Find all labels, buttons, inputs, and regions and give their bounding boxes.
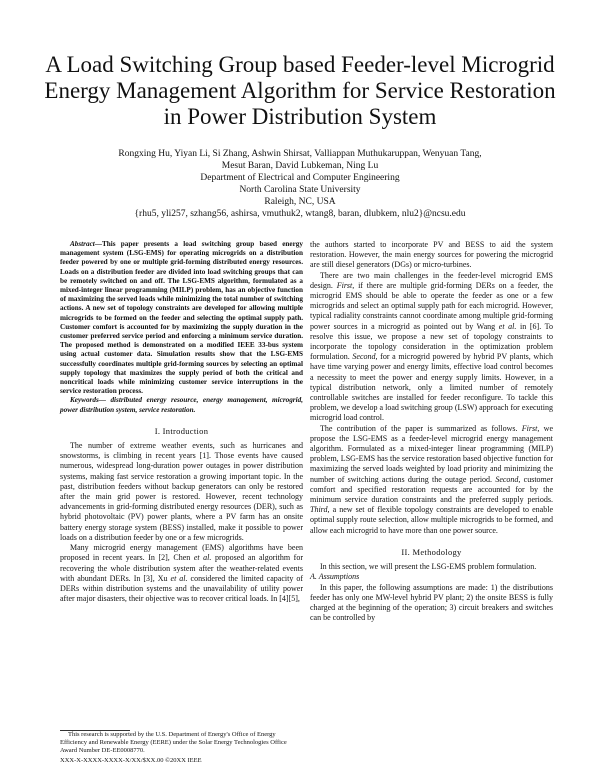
keywords (60, 396, 303, 414)
section-heading-methodology: II. Methodology (401, 546, 462, 557)
methodology-paragraph: In this section, we will present the LSG-EMS problem formulation. (320, 562, 537, 572)
right-paragraph-3: The contribution of the paper is summarized as follows. First, we propose the LSG-EMS as a feeder-level microgrid energy management algorithm. Formulated as a mixed-integer linear programming (MILP) problem, LSG-EMS has the service restoration based objective function for maximizing the served loads weighted by load priority and minimizing the number of switching actions during the outage period. Second, customer comfort and specified restoration requests are accounted for by the minimum service duration constraints and the preferred supply periods. Third, a new set of flexible topology constraints are developed to enable optimal supply route selection, allow multiple microgrids to be formed, and allow each microgrid to have more than one power source. (310, 423, 554, 535)
assumptions-paragraph: In this paper, the following assumptions are made: 1) the distributions feeder has only one MW-level hybrid PV plant; 2) the onsite BESS is fully charged at the beginning of the operation; 3) circuit breakers and switches can be controlled by (310, 582, 553, 623)
abstract-label: Abstract (70, 240, 95, 248)
copyright-line: XXX-X-XXXX-XXXX-X/XX/$XX.00 ©20XX IEEE (60, 757, 202, 764)
emails: {rhu5, yli257, szhang56, ashirsa, vmuthuk2, wtang8, baran, dlubkem, nlu2}@ncsu.edu (134, 209, 466, 219)
location: Raleigh, NC, USA (264, 197, 336, 207)
left-column (60, 240, 303, 604)
abstract-text: —This paper presents a load switching group based energy management system (LSG-EMS) for operating microgrids on a distribution feeder powered by one or multiple grid-forming distributed energy resources. Loads on a distribution feeder are divided into load switching groups that can be remotely switched on and off. The LSG-EMS algorithm, formulated as a mixed-integer linear programming (MILP) problem, has an objective function of maximizing the served loads while minimizing the total number of switching actions. A new set of topology constraints are developed for allowing multiple microgrids to be formed on the feeder and selecting the optimal supply path. Customer comfort is accounted for by maximizing the supply duration in the customer preferred service period and enforcing a minimum service duration. The proposed method is demonstrated on a modified IEEE 33-bus system using actual customer data. Simulation results show that the LSG-EMS successfully coordinates multiple grid-forming sources by selecting an optimal supply topology that maximizes the supply period of both the critical and noncritical loads while minimizing customer service interruptions in the service restoration process. (60, 240, 303, 396)
subsection-heading-assumptions: A. Assumptions (310, 572, 360, 582)
right-column (310, 240, 553, 623)
author-names-cont: Mesut Baran, David Lubkeman, Ning Lu (221, 161, 379, 171)
footnote-text: This research is supported by the U.S. Department of Energy's Office of Energy Efficiency and Renewable Energy (EERE) under the Solar Energy Technologies Office Award Number DE-EE0008770. (60, 731, 287, 754)
section-heading-introduction: I. Introduction (154, 425, 209, 436)
author-names: Rongxing Hu, Yiyan Li, Si Zhang, Ashwin Shirsat, Valliappan Muthukaruppan, Wenyuan Tang, (118, 149, 482, 159)
right-paragraph-2: There are two main challenges in the feeder-level microgrid EMS design. First, if there are multiple grid-forming DERs on a feeder, the microgrid EMS should be able to operate the feeder as one or a few microgrids and select an optimal supply path for each microgrid. However, typical radiality constraints cannot coordinate among multiple grid-forming power sources in a microgrid as pointed out by Wang et al. in [6]. To resolve this issue, we propose a new set of topology constraints to incorporate the topology consideration in the optimization problem formulation. Second, for a microgrid powered by hybrid PV plants, which have time varying power and energy limits, effective load control becomes a necessity to meet the power and energy supply limits. However, in a typical distribution network, only a limited number of remotely controllable switches are installed for feeder reconfigure. To tackle this problem, we develop a load switching group (LSW) approach for executing microgrid load control. (310, 270, 554, 423)
right-paragraph-1: the authors started to incorporate PV and BESS to aid the system restoration. However, the main energy sources for powering the microgrid are still diesel generators (DGs) or micro-turbines. (310, 240, 553, 270)
intro-paragraph-1: The number of extreme weather events, such as hurricanes and snowstorms, is climbing in recent years [1]. Those events have caused numerous, widespread long-duration power outages in power distribution systems, making fast service restoration a growing important topic. In the past, distribution feeders without backup generators can only be restored after the main grid power is restored. However, recent technology advancements in grid-forming distributed energy resources (DER), such as hybrid photovoltaic (PV) power plants, where a PV farm has an onsite battery energy storage system (BESS) installed, make it possible to power loads on a distribution feeder by one or a few microgrids. (60, 441, 303, 542)
department: Department of Electrical and Computer Engineering (200, 173, 400, 183)
keywords-label: Keywords (70, 396, 99, 405)
author-block (60, 148, 540, 220)
keywords-text: — distributed energy resource, energy management, microgrid, power distribution system, service restoration. (60, 396, 303, 414)
paper-title: A Load Switching Group based Feeder-level Microgrid Energy Management Algorithm for Service Restoration in Power Distribution System (44, 52, 556, 129)
university: North Carolina State University (239, 185, 361, 195)
intro-paragraph-2: Many microgrid energy management (EMS) algorithms have been proposed in recent years. In [2], Chen et al. proposed an algorithm for recovering the whole distribution system after the weather-related events with abundant DERs. In [3], Xu et al. considered the limited capacity of DERs within distribution systems and the unavailability of utility power after major disasters, their objective was to recover critical loads. In [4][5], (60, 543, 304, 604)
abstract (60, 240, 303, 396)
footnote (60, 731, 303, 755)
